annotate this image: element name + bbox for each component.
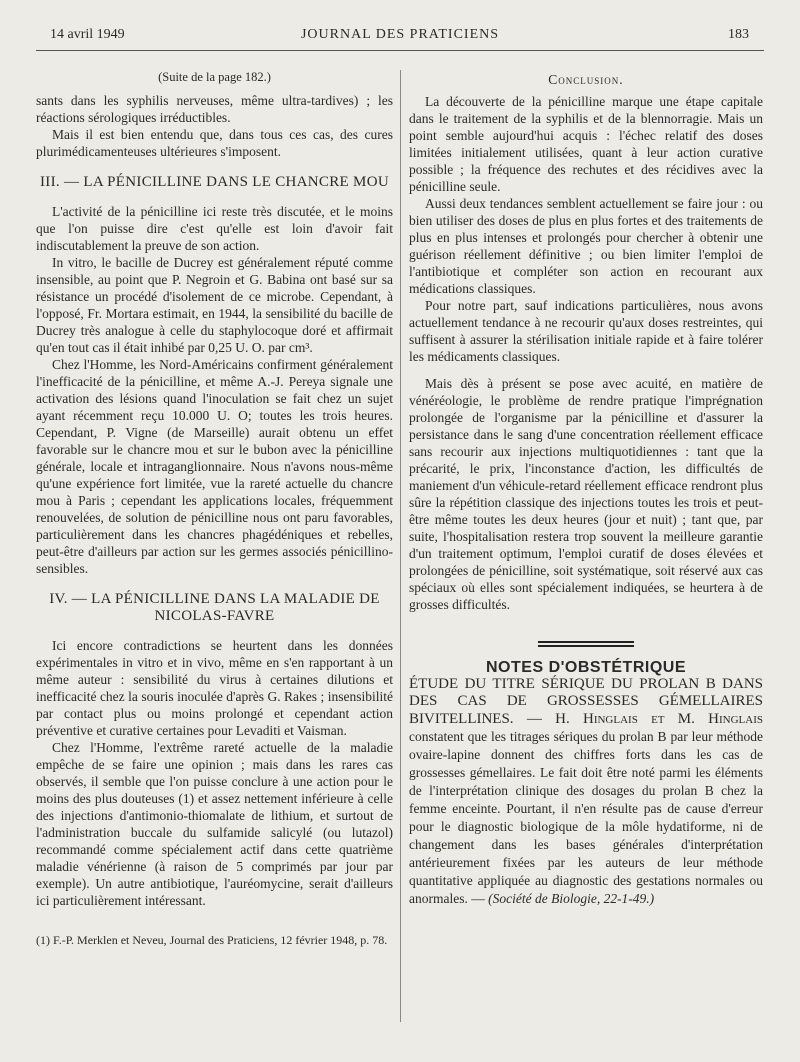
paragraph: Pour notre part, sauf indications particulières, nous avons actuellement tendance à ne recourir qu'aux doses restreintes, qui suffisent à assurer la stérilisation initiale rapide et à faire tolérer les médicaments classiques. xyxy=(409,298,763,364)
footnote: (1) F.-P. Merklen et Neveu, Journal des Praticiens, 12 février 1948, p. 78. xyxy=(36,933,388,947)
note-body: constatent que les titrages sériques du prolan B par leur méthode ovaire-lapine donnent des chiffres forts dans les cas de grossesses gémellaires. Le fait doit être noté parmi les éléments de l'interprétation clinique des dosages du prolan B chez la femme enceinte. Pourtant, il n'en résulte pas de cause d'erreur pour le diagnostic biologique de la môle hydatiforme, ni de changement dans les bases générales d'interprétation antérieurement fixées par les auteurs de leur méthode quantitative appliquée au diagnostic des gestations normales ou anormales. — xyxy=(409,729,763,906)
paragraph: Mais dès à présent se pose avec acuité, en matière de vénéréologie, le problème de rendre pratique l'imprégnation prolongée de l'organisme par la pénicilline et d'assurer la persistance dans le sang d'une concentration réellement efficace sans recourir aux injections multiquotidiennes : tant que la précarité, le prix, l'inconstance d'action, les difficultés de maniement d'un véhicule-retard réellement efficace rendront plus sûre la répétition classique des injections toutes les trois et peut-être même toutes les deux heures (jour et nuit) ; tant que, par suite, l'hospitalisation restera trop souvent la meilleure garantie d'un traitement optimum, l'emploi curatif de doses élevées et prolongées de pénicilline, soit systématique, soit réservé aux cas spéciaux où elles sont spécialement indiquées, se heurtera à de grosses difficultés. xyxy=(409,376,763,612)
left-column xyxy=(36,69,393,948)
paragraph: Chez l'Homme, l'extrême rareté actuelle de la maladie empêche de se faire une opinion ; mais dans les rares cas observés, il semble que l'on puisse conclure à une action pour le moins des plus douteuses (1) et assez nettement inférieure à celle des injections d'antimonio-thiomalate de lithium, et surtout de l'administration buccale du sulfamide salicylé (ou lutazol) recommandé comme spécialement actif dans cette quatrième maladie vénérienne (à raison de 5 comprimés par jour par exemple). Un autre antibiotique, l'auréomycine, serait d'ailleurs ici particulièrement intéressant. xyxy=(36,740,393,908)
journal-title: JOURNAL DES PRATICIENS xyxy=(300,27,500,42)
paragraph: sants dans les syphilis nerveuses, même ultra-tardives) ; les réactions sérologiques irréductibles. xyxy=(36,93,393,125)
paragraph: In vitro, le bacille de Ducrey est généralement réputé comme insensible, au point que P. Negroin et G. Babina ont basé sur sa résistance un procédé d'isolement de ce microbe. Cependant, à l'opposé, Fr. Mortara estimait, en 1944, la sensibilité du bacille de Ducrey très analogue à celle du staphylocoque doré et affirmait qu'en tout cas il était inhibé par 0,25 U. O. par cm³. xyxy=(36,255,393,355)
note-authors: — H. Hinglais et M. Hinglais xyxy=(513,711,763,727)
obstetrics-note xyxy=(409,676,763,908)
paragraph: L'activité de la pénicilline ici reste très discutée, et le moins que l'on puisse dire c'est qu'elle est loin d'avoir fait indiscutablement la preuve de son action. xyxy=(36,204,393,253)
issue-date: 14 avril 1949 xyxy=(50,27,125,42)
conclusion-heading: Conclusion. xyxy=(548,72,624,87)
section-heading-nicolas-favre: IV. — LA PÉNICILLINE DANS LA MALADIE DE NICOLAS-FAVRE xyxy=(49,591,380,624)
section-heading-chancre-mou: III. — LA PÉNICILLINE DANS LE CHANCRE MOU xyxy=(40,174,389,190)
paragraph: Aussi deux tendances semblent actuellement se faire jour : ou bien utiliser des doses de plus en plus fortes et des traitements de plus en plus intenses et prolongés pour chercher à obtenir une guérison réellement définitive ; ou bien limiter l'emploi de l'antibiotique et compléter son action en recourant aux médications classiques. xyxy=(409,196,763,296)
notes-heading: NOTES D'OBSTÉTRIQUE xyxy=(486,659,686,676)
header-rule xyxy=(36,50,764,51)
paragraph: La découverte de la pénicilline marque une étape capitale dans le traitement de la syphilis et de la blennorragie. Mais un point semble aujourd'hui acquis : l'échec relatif des doses limitées initialement utilisées, quant à leur action curative possible ; la fréquence des rechutes et des récidives avec la pénicilline seule. xyxy=(409,94,763,194)
page-number: 183 xyxy=(728,27,749,42)
note-source: (Société de Biologie, 22-1-49.) xyxy=(488,891,655,906)
paragraph: Ici encore contradictions se heurtent dans les données expérimentales in vitro et in vivo, même en s'en rapportant à un même auteur : sensibilité du virus à certaines dilutions et inefficacité chez la souris inoculée d'après G. Rakes ; insensibilité par contact plus ou moins prolongé et cependant action préventive et curative certaines pour Levaditi et Vaisman. xyxy=(36,638,393,738)
continued-note: (Suite de la page 182.) xyxy=(158,70,271,84)
note-title: ÉTUDE DU TITRE SÉRIQUE DU PROLAN B DANS DES CAS DE GROSSESSES GÉMELLAIRES BIVITELLINES. xyxy=(409,676,763,727)
paragraph: Mais il est bien entendu que, dans tous ces cas, des cures plurimédicamenteuses ultérieures s'imposent. xyxy=(36,127,393,159)
column-divider xyxy=(400,70,401,1022)
section-double-rule xyxy=(538,641,634,647)
page-header xyxy=(0,0,800,52)
right-column xyxy=(409,71,763,908)
paragraph: Chez l'Homme, les Nord-Américains confirment généralement l'inefficacité de la pénicilline, et même A.-J. Pereya signale une activation des lésions quand l'inoculation se fait chez un sujet ayant récemment reçu 10.000 U. O; toutes les trois heures. Cependant, P. Vigne (de Marseille) aurait obtenu un effet favorable sur le chancre mou et sur le bubon avec la pénicilline générale, locale et intraganglionnaire. Nous n'avons nous-même qu'une expérience fort limitée, vue la rareté actuelle du chancre mou à Paris ; cependant les applications locales, fréquemment renouvelées, de solution de pénicilline nous ont paru favorables, particulièrement dans les chancres phagédéniques et rebelles, peut-être d'ailleurs par action sur les germes associés pénicillino-sensibles. xyxy=(36,357,393,576)
